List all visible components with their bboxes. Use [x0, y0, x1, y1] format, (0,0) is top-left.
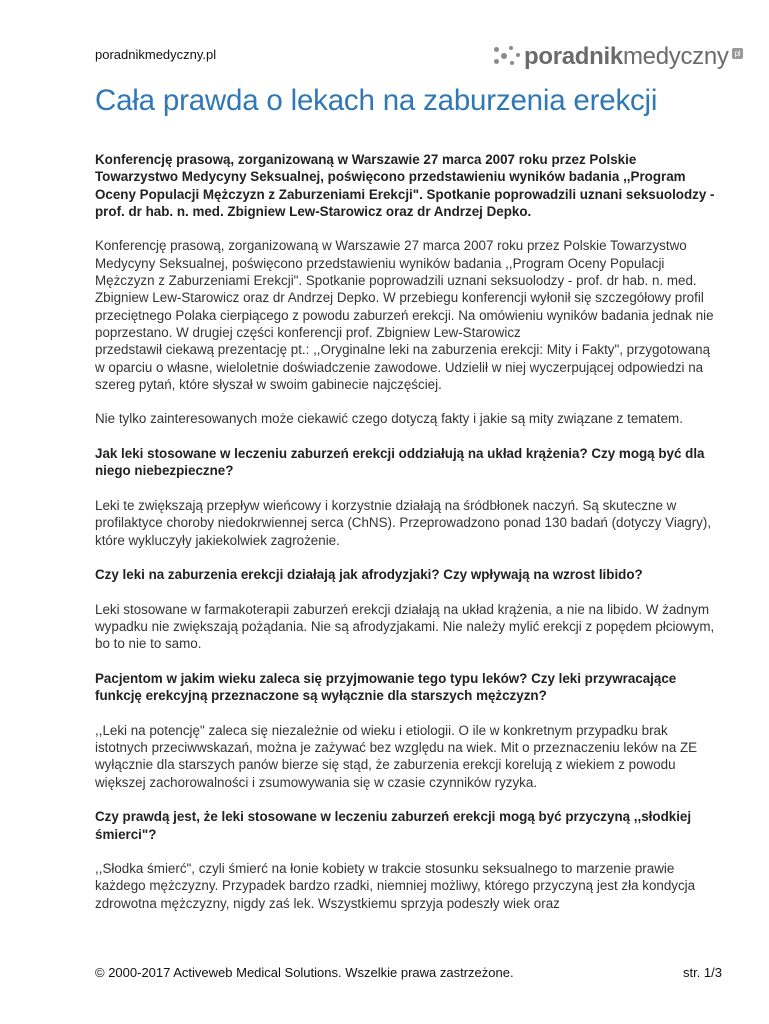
question-heading: Czy leki na zaburzenia erekcji działają jak afrodyzjaki? Czy wpływają na wzrost libido? [95, 567, 643, 583]
question-heading: Pacjentom w jakim wieku zaleca się przyjmowanie tego typu leków? Czy leki przywracające funkcję erekcyjną przeznaczone są wyłącznie dla starszych mężczyzn? [95, 670, 677, 704]
intro-paragraph: Konferencję prasową, zorganizowaną w Warszawie 27 marca 2007 roku przez Polskie Towarzystwo Medycyny Seksualnej, poświęcono przedstawieniu wyników badania ,,Program Oceny Populacji Mężczyzn z Zaburzeniami Erekcji". Spotkanie poprowadzili uznani seksuolodzy - prof. dr hab. n. med. Zbigniew Lew-Starowicz oraz dr Andrzej Depko. W przebiegu konferencji wyłonił się szczegółowy profil przeciętnego Polaka cierpiącego z powodu zaburzeń erekcji. Na omówieniu wyników badania jednak nie poprzestano. W drugiej części konferencji prof. Zbigniew Lew-Starowicz [95, 238, 714, 340]
intro-paragraph: Nie tylko zainteresowanych może ciekawić czego dotyczą fakty i jakie są mity związane z tematem. [95, 411, 683, 427]
intro-paragraph: przedstawił ciekawą prezentację pt.: ,,Oryginalne leki na zaburzenia erekcji: Mity i Fakty", przygotowaną w oparciu o własne, wieloletnie doświadczenie zawodowe. Udzielił w niej wyczerpującej odpowiedzi na szereg pytań, które słyszał w swoim gabinecie najczęściej. [95, 342, 711, 392]
logo-wordmark [524, 43, 743, 71]
answer-paragraph: Leki stosowane w farmakoterapii zaburzeń erekcji działają na układ krążenia, a nie na libido. W żadnym wypadku nie zwiększają pożądania. Nie są afrodyzjakami. Nie należy mylić erekcji z popędem płciowym, bo to nie to samo. [95, 601, 715, 652]
copyright-text: © 2000-2017 Activeweb Medical Solutions. Wszelkie prawa zastrzeżone. [95, 965, 514, 980]
answer-paragraph: ,,Słodka śmierć", czyli śmierć na łonie kobiety w trakcie stosunku seksualnego to marzenie prawie każdego mężczyzny. Przypadek bardzo rzadki, niemniej możliwy, którego przyczyną jest zła kondycja zdrowotna mężczyzny, nigdy zaś lek. Wszystkiemu sprzyja podeszły wiek oraz [95, 861, 696, 911]
logo-bold-text: poradnik [524, 43, 623, 70]
logo-dots-icon [492, 44, 522, 70]
logo-tld-badge: pl [732, 48, 744, 59]
answer-paragraph: Leki te zwiększają przepływ wieńcowy i korzystnie działają na śródbłonek naczyń. Są skuteczne w profilaktyce choroby niedokrwiennej serca (ChNS). Przeprowadzono ponad 130 badań (dotyczy Viagry), które wykluczyły jakiekolwiek zagrożenie. [95, 497, 712, 548]
site-logo[interactable] [492, 42, 743, 72]
article-title: Cała prawda o lekach na zaburzenia erekcji [95, 84, 658, 117]
page-number: str. 1/3 [682, 965, 722, 980]
article-body [95, 151, 715, 929]
answer-paragraph: ,,Leki na potencję" zaleca się niezależnie od wieku i etiologii. O ile w konkretnym przypadku brak istotnych przeciwwskazań, można je zażywać bez względu na wiek. Mit o przeznaczeniu leków na ZE wyłącznie dla starszych panów bierze się stąd, że zaburzenia erekcji korelują z wiekiem z powodu większej zachorowalności i zsumowywania się w czasie czynników ryzyka. [95, 722, 698, 790]
site-url: poradnikmedyczny.pl [95, 47, 217, 62]
question-heading: Jak leki stosowane w leczeniu zaburzeń erekcji oddziałują na układ krążenia? Czy mogą być dla niego niebezpieczne? [95, 446, 705, 479]
article-lead: Konferencję prasową, zorganizowaną w Warszawie 27 marca 2007 roku przez Polskie Towarzystwo Medycyny Seksualnej, poświęcono przedstawieniu wyników badania ,,Program Oceny Populacji Mężczyzn z Zaburzeniami Erekcji". Spotkanie poprowadzili uznani seksuolodzy - prof. dr hab. n. med. Zbigniew Lew-Starowicz oraz dr Andrzej Depko. [95, 152, 715, 219]
page-footer [95, 965, 722, 980]
question-heading: Czy prawdą jest, że leki stosowane w leczeniu zaburzeń erekcji mogą być przyczyną ,,słodkiej śmierci"? [95, 809, 692, 842]
logo-light-text: medyczny [622, 43, 729, 70]
